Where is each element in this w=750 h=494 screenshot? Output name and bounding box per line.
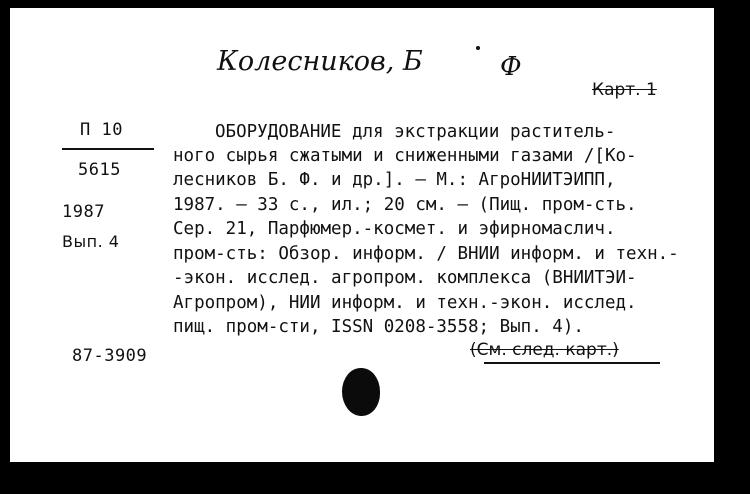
- handwritten-mark: Ф: [500, 52, 522, 82]
- see-next-underline: [484, 362, 660, 364]
- description-line-2: ного сырья сжатыми и сниженными газами /[Ко-: [173, 146, 637, 166]
- card-number: Карт. 1: [592, 80, 657, 100]
- description-line-8: Агропром), НИИ информ. и техн.-экон. исслед.: [173, 293, 637, 313]
- description-line-5: Сер. 21, Парфюмер.-космет. и эфирномаслич.: [173, 219, 616, 239]
- punch-hole: [342, 368, 380, 416]
- description-line-4: 1987. – 33 с., ил.; 20 см. – (Пищ. пром-сть.: [173, 195, 637, 215]
- index-underline: [62, 148, 154, 150]
- description-line-3: лесников Б. Ф. и др.]. – М.: АгроНИИТЭИПП,: [173, 170, 616, 190]
- index-number: 5615: [78, 160, 121, 180]
- tick-mark: [476, 46, 480, 50]
- accession-number: 87-3909: [72, 346, 148, 366]
- description-line-1: ОБОРУДОВАНИЕ для экстракции раститель-: [215, 122, 616, 142]
- index-class: П 10: [80, 120, 123, 140]
- catalog-card: [10, 8, 714, 462]
- handwritten-author: Колесников, Б: [217, 46, 423, 77]
- description-line-9: пищ. пром-сти, ISSN 0208-3558; Вып. 4).: [173, 317, 584, 337]
- description-line-7: -экон. исслед. агропром. комплекса (ВНИИТЭИ-: [173, 268, 637, 288]
- index-issue: Вып. 4: [62, 232, 120, 251]
- description-line-6: пром-сть: Обзор. информ. / ВНИИ информ. и техн.-: [173, 244, 679, 264]
- see-next-card: (См. след. карт.): [470, 340, 619, 360]
- index-year: 1987: [62, 202, 105, 222]
